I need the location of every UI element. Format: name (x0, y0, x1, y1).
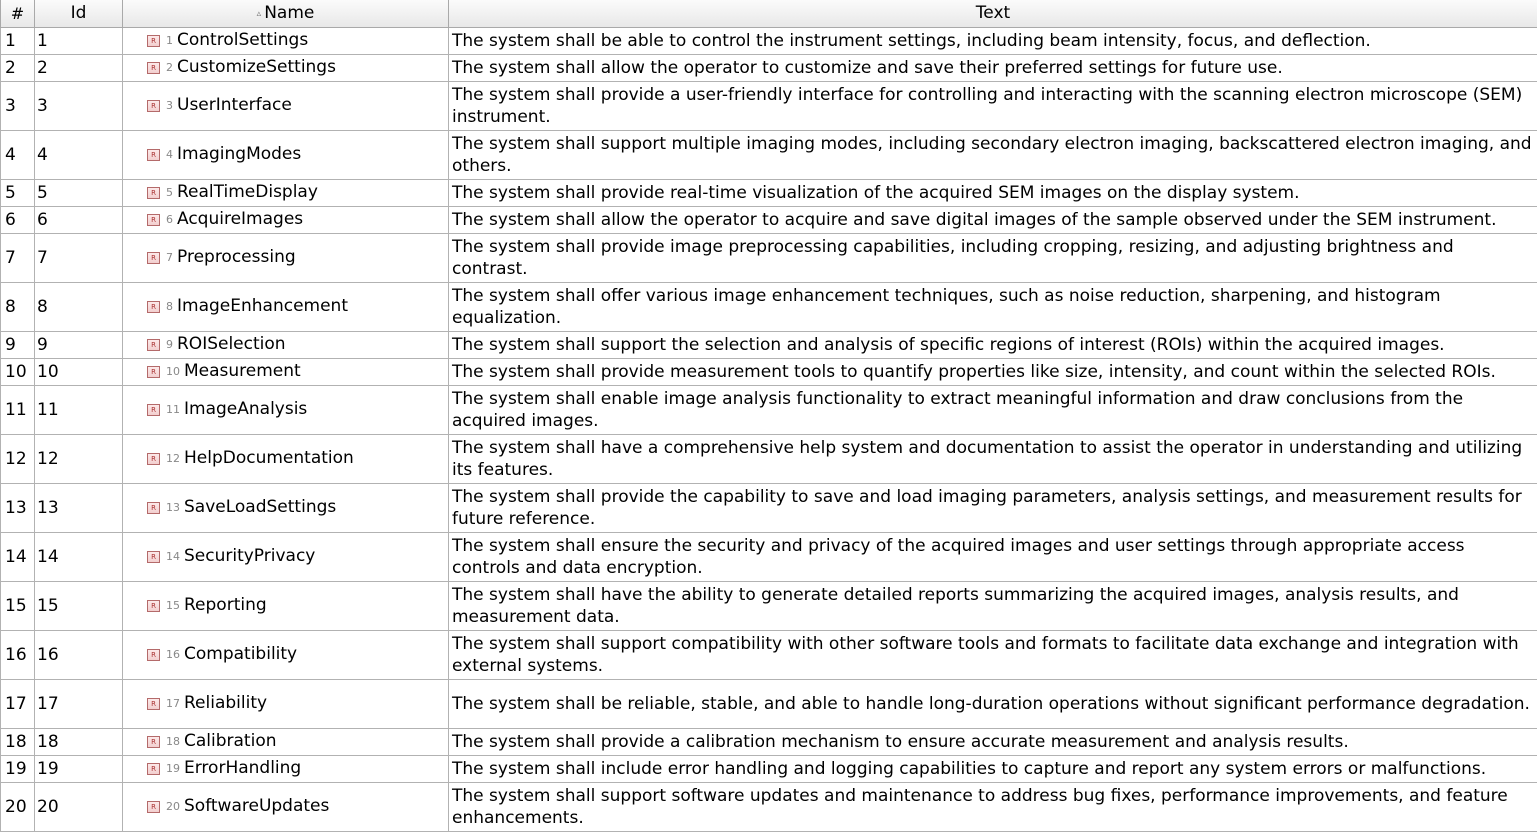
name-cell[interactable] (123, 81, 449, 130)
requirement-number: 17 (166, 697, 180, 710)
text-cell[interactable]: The system shall be able to control the instrument settings, including beam intensity, focus, and deflection. (449, 27, 1537, 54)
table-row[interactable] (1, 331, 1537, 358)
column-header-id[interactable]: Id (35, 0, 123, 27)
row-number-cell[interactable]: 3 (1, 81, 35, 130)
requirement-name: RealTimeDisplay (177, 182, 318, 202)
requirement-number: 13 (166, 501, 180, 514)
requirement-name: CustomizeSettings (177, 57, 336, 77)
text-cell[interactable]: The system shall have the ability to generate detailed reports summarizing the acquired images, analysis results, and measurement data. (449, 581, 1537, 630)
table-row[interactable] (1, 532, 1537, 581)
text-cell[interactable]: The system shall offer various image enhancement techniques, such as noise reduction, sharpening, and histogram equalization. (449, 282, 1537, 331)
text-cell[interactable]: The system shall be reliable, stable, and able to handle long-duration operations without significant performance degradation. (449, 679, 1537, 728)
name-cell[interactable] (123, 179, 449, 206)
row-number-cell[interactable]: 14 (1, 532, 35, 581)
name-cell[interactable] (123, 532, 449, 581)
requirement-name: ROISelection (177, 334, 286, 354)
requirement-name: Preprocessing (177, 247, 296, 267)
name-cell[interactable] (123, 782, 449, 831)
row-number-cell[interactable]: 1 (1, 27, 35, 54)
id-cell[interactable]: 5 (35, 179, 123, 206)
requirement-number: 15 (166, 599, 180, 612)
table-body (1, 27, 1537, 831)
table-row[interactable] (1, 679, 1537, 728)
requirement-name: SecurityPrivacy (184, 546, 316, 566)
row-number-cell[interactable]: 7 (1, 233, 35, 282)
text-cell[interactable]: The system shall provide measurement tools to quantify properties like size, intensity, and count within the selected ROIs. (449, 358, 1537, 385)
requirement-name: SoftwareUpdates (184, 796, 330, 816)
text-cell[interactable]: The system shall allow the operator to customize and save their preferred settings for future use. (449, 54, 1537, 81)
requirement-name: Measurement (184, 361, 301, 381)
text-cell[interactable]: The system shall provide real-time visualization of the acquired SEM images on the display system. (449, 179, 1537, 206)
requirement-number: 9 (166, 338, 173, 351)
row-number-cell[interactable]: 6 (1, 206, 35, 233)
requirement-number: 3 (166, 99, 173, 112)
id-cell[interactable]: 10 (35, 358, 123, 385)
requirement-name: ImageEnhancement (177, 296, 348, 316)
id-cell[interactable]: 15 (35, 581, 123, 630)
row-number-cell[interactable]: 20 (1, 782, 35, 831)
name-cell[interactable] (123, 331, 449, 358)
name-cell[interactable] (123, 755, 449, 782)
requirement-icon: R (147, 187, 160, 199)
id-cell[interactable]: 6 (35, 206, 123, 233)
row-number-cell[interactable]: 8 (1, 282, 35, 331)
requirement-icon: R (147, 100, 160, 112)
table-row[interactable] (1, 206, 1537, 233)
name-cell[interactable] (123, 130, 449, 179)
table-row[interactable] (1, 483, 1537, 532)
table-row[interactable] (1, 130, 1537, 179)
id-cell[interactable]: 8 (35, 282, 123, 331)
table-row[interactable] (1, 782, 1537, 831)
row-number-cell[interactable]: 10 (1, 358, 35, 385)
requirement-number: 12 (166, 452, 180, 465)
text-cell[interactable]: The system shall support the selection and analysis of specific regions of interest (ROIs) within the acquired images. (449, 331, 1537, 358)
requirement-name: ImageAnalysis (184, 399, 308, 419)
name-cell[interactable] (123, 27, 449, 54)
requirement-icon: R (147, 763, 160, 775)
requirement-name: Compatibility (184, 644, 298, 664)
row-number-cell[interactable]: 15 (1, 581, 35, 630)
text-cell[interactable]: The system shall have a comprehensive help system and documentation to assist the operator in understanding and utilizing its features. (449, 434, 1537, 483)
requirement-icon: R (147, 600, 160, 612)
table-row[interactable] (1, 54, 1537, 81)
id-cell[interactable]: 1 (35, 27, 123, 54)
requirement-icon: R (147, 214, 160, 226)
requirement-icon: R (147, 502, 160, 514)
requirement-name: Reporting (184, 595, 267, 615)
requirement-number: 2 (166, 61, 173, 74)
column-header-text[interactable]: Text (449, 0, 1537, 27)
row-number-cell[interactable]: 17 (1, 679, 35, 728)
requirement-icon: R (147, 252, 160, 264)
id-cell[interactable]: 2 (35, 54, 123, 81)
row-number-cell[interactable]: 19 (1, 755, 35, 782)
row-number-cell[interactable]: 11 (1, 385, 35, 434)
table-row[interactable] (1, 630, 1537, 679)
name-cell[interactable] (123, 54, 449, 81)
sort-ascending-icon: ▵ (256, 9, 262, 20)
requirement-number: 19 (166, 762, 180, 775)
name-cell[interactable] (123, 434, 449, 483)
requirement-name: UserInterface (177, 95, 292, 115)
id-cell[interactable]: 3 (35, 81, 123, 130)
name-cell[interactable] (123, 728, 449, 755)
table-row[interactable] (1, 81, 1537, 130)
text-cell[interactable]: The system shall support software updates and maintenance to address bug fixes, performance improvements, and feature enhancements. (449, 782, 1537, 831)
name-cell[interactable] (123, 385, 449, 434)
id-cell[interactable]: 18 (35, 728, 123, 755)
name-cell[interactable] (123, 233, 449, 282)
id-cell[interactable]: 9 (35, 331, 123, 358)
id-cell[interactable]: 11 (35, 385, 123, 434)
text-cell[interactable]: The system shall enable image analysis functionality to extract meaningful information and draw conclusions from the acquired images. (449, 385, 1537, 434)
table-row[interactable] (1, 27, 1537, 54)
name-cell[interactable] (123, 206, 449, 233)
id-cell[interactable]: 20 (35, 782, 123, 831)
text-cell[interactable]: The system shall provide a user-friendly interface for controlling and interacting with the scanning electron microscope (SEM) instrument. (449, 81, 1537, 130)
id-cell[interactable]: 14 (35, 532, 123, 581)
requirement-number: 20 (166, 800, 180, 813)
row-number-cell[interactable]: 5 (1, 179, 35, 206)
requirement-icon: R (147, 551, 160, 563)
id-cell[interactable]: 7 (35, 233, 123, 282)
row-number-cell[interactable]: 16 (1, 630, 35, 679)
table-row[interactable] (1, 434, 1537, 483)
table-row[interactable] (1, 385, 1537, 434)
id-cell[interactable]: 4 (35, 130, 123, 179)
requirement-name: Reliability (184, 693, 268, 713)
requirement-number: 8 (166, 300, 173, 313)
requirement-name: Calibration (184, 731, 277, 751)
requirement-name: AcquireImages (177, 209, 304, 229)
table-row[interactable] (1, 179, 1537, 206)
name-cell[interactable] (123, 679, 449, 728)
text-cell[interactable]: The system shall support multiple imaging modes, including secondary electron imaging, backscattered electron imaging, and others. (449, 130, 1537, 179)
text-cell[interactable]: The system shall support compatibility with other software tools and formats to facilitate data exchange and integration with external systems. (449, 630, 1537, 679)
requirement-name: SaveLoadSettings (184, 497, 337, 517)
requirement-icon: R (147, 366, 160, 378)
requirement-icon: R (147, 801, 160, 813)
column-header-number[interactable]: # (1, 0, 35, 27)
table-row[interactable] (1, 282, 1537, 331)
requirement-number: 10 (166, 365, 180, 378)
requirement-number: 5 (166, 186, 173, 199)
requirement-icon: R (147, 698, 160, 710)
requirement-name: ControlSettings (177, 30, 309, 50)
text-cell[interactable]: The system shall provide image preprocessing capabilities, including cropping, resizing, and adjusting brightness and contrast. (449, 233, 1537, 282)
requirement-name: ErrorHandling (184, 758, 302, 778)
text-cell[interactable]: The system shall ensure the security and privacy of the acquired images and user settings through appropriate access controls and data encryption. (449, 532, 1537, 581)
row-number-cell[interactable]: 2 (1, 54, 35, 81)
row-number-cell[interactable]: 18 (1, 728, 35, 755)
table-row[interactable] (1, 755, 1537, 782)
requirement-icon: R (147, 404, 160, 416)
requirement-icon: R (147, 35, 160, 47)
requirement-number: 11 (166, 403, 180, 416)
text-cell[interactable]: The system shall provide a calibration mechanism to ensure accurate measurement and analysis results. (449, 728, 1537, 755)
table-row[interactable] (1, 728, 1537, 755)
requirement-icon: R (147, 301, 160, 313)
column-header-name[interactable] (123, 0, 449, 27)
requirement-icon: R (147, 649, 160, 661)
name-cell[interactable] (123, 282, 449, 331)
text-cell[interactable]: The system shall provide the capability to save and load imaging parameters, analysis settings, and measurement results for future reference. (449, 483, 1537, 532)
text-cell[interactable]: The system shall include error handling and logging capabilities to capture and report any system errors or malfunctions. (449, 755, 1537, 782)
name-cell[interactable] (123, 630, 449, 679)
header-row (1, 0, 1537, 27)
requirement-name: HelpDocumentation (184, 448, 354, 468)
row-number-cell[interactable]: 13 (1, 483, 35, 532)
requirement-number: 7 (166, 251, 173, 264)
table-row[interactable] (1, 581, 1537, 630)
requirement-number: 4 (166, 148, 173, 161)
name-cell[interactable] (123, 483, 449, 532)
id-cell[interactable]: 19 (35, 755, 123, 782)
requirement-number: 14 (166, 550, 180, 563)
row-number-cell[interactable]: 12 (1, 434, 35, 483)
row-number-cell[interactable]: 9 (1, 331, 35, 358)
id-cell[interactable]: 13 (35, 483, 123, 532)
requirement-number: 1 (166, 34, 173, 47)
requirement-icon: R (147, 149, 160, 161)
table-row[interactable] (1, 233, 1537, 282)
requirement-icon: R (147, 736, 160, 748)
table-row[interactable] (1, 358, 1537, 385)
requirement-name: ImagingModes (177, 144, 302, 164)
row-number-cell[interactable]: 4 (1, 130, 35, 179)
requirement-number: 16 (166, 648, 180, 661)
id-cell[interactable]: 17 (35, 679, 123, 728)
text-cell[interactable]: The system shall allow the operator to acquire and save digital images of the sample observed under the SEM instrument. (449, 206, 1537, 233)
requirement-icon: R (147, 453, 160, 465)
requirement-number: 6 (166, 213, 173, 226)
id-cell[interactable]: 12 (35, 434, 123, 483)
requirement-icon: R (147, 62, 160, 74)
name-cell[interactable] (123, 581, 449, 630)
id-cell[interactable]: 16 (35, 630, 123, 679)
name-cell[interactable] (123, 358, 449, 385)
requirement-icon: R (147, 339, 160, 351)
requirement-number: 18 (166, 735, 180, 748)
column-header-name-label: Name (264, 3, 315, 24)
